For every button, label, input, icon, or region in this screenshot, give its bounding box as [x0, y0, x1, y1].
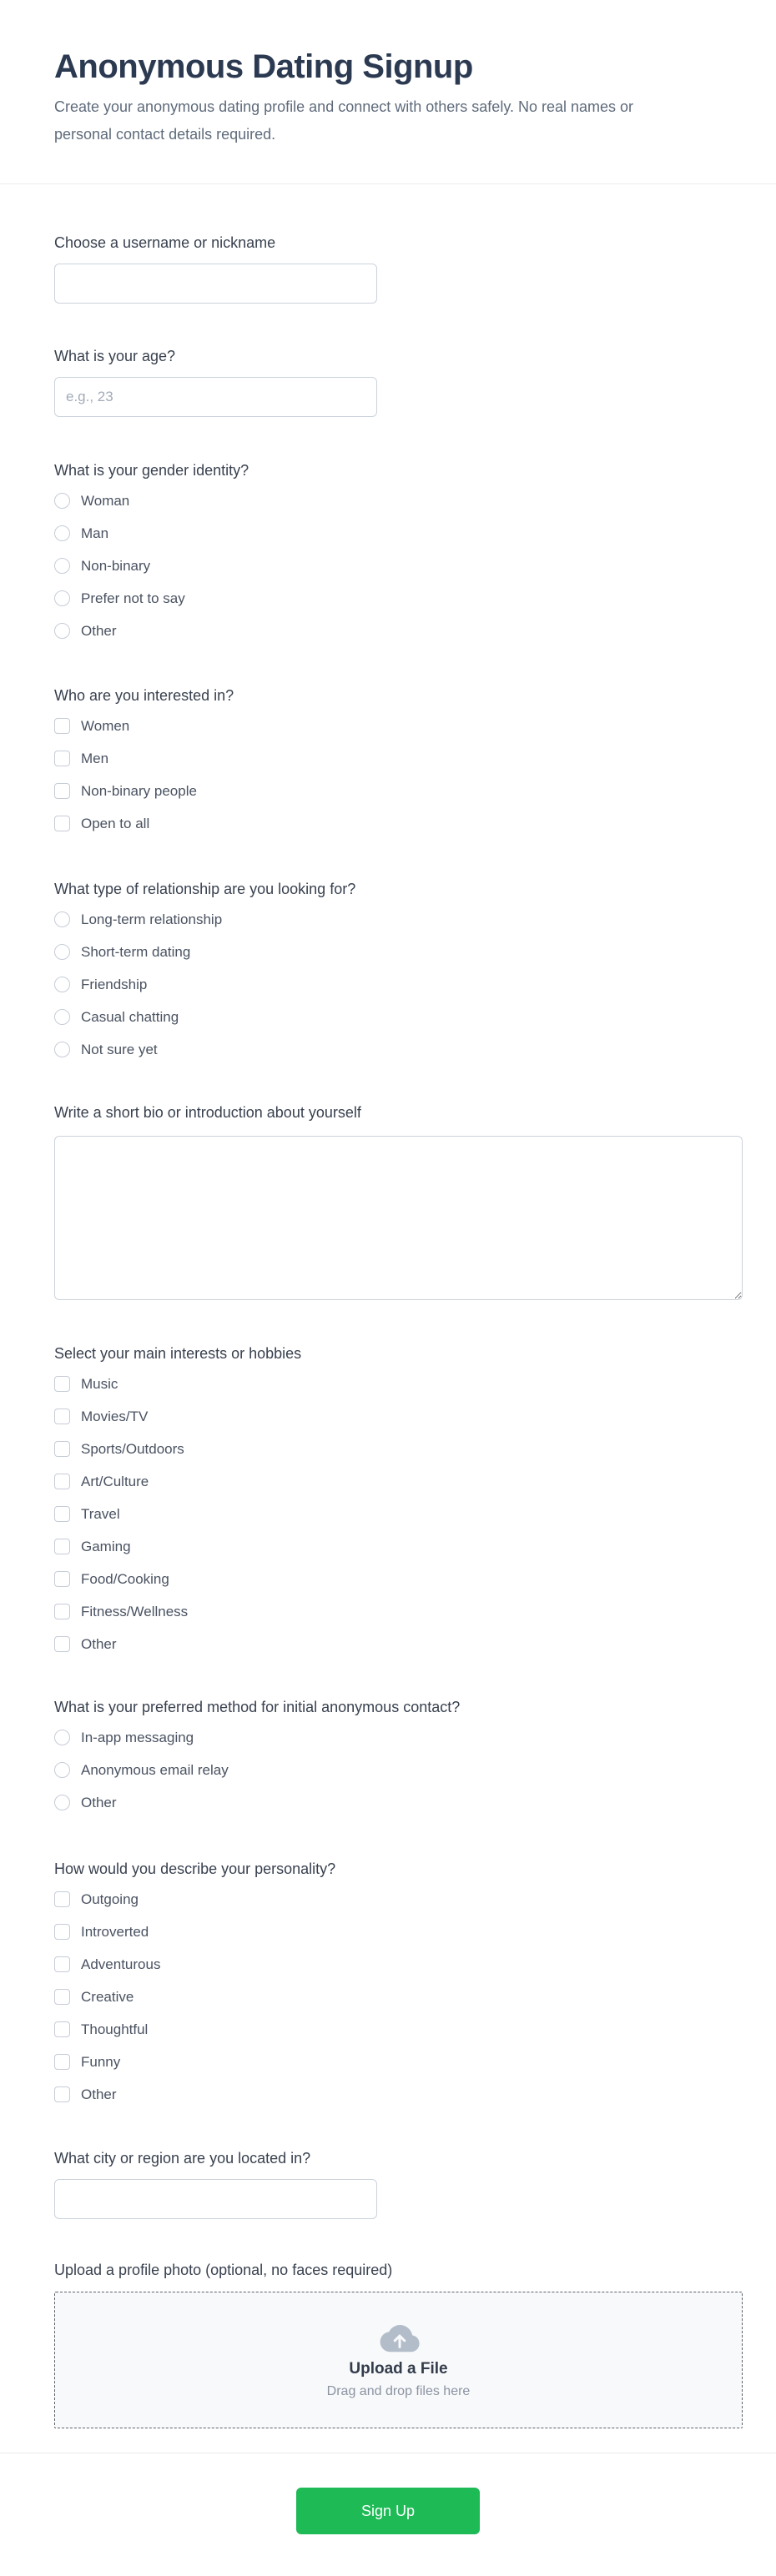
radio-button[interactable]	[54, 590, 70, 606]
checkbox[interactable]	[54, 1441, 70, 1457]
option-row	[54, 590, 743, 606]
option-label[interactable]: Women	[81, 718, 130, 734]
option-row	[54, 1409, 743, 1424]
checkbox[interactable]	[54, 2086, 70, 2102]
radio-button[interactable]	[54, 493, 70, 509]
option-row	[54, 493, 743, 509]
question-label: What city or region are you located in?	[54, 2150, 311, 2167]
option-label[interactable]: Travel	[81, 1506, 120, 1522]
option-label[interactable]: Sports/Outdoors	[81, 1441, 184, 1457]
question-interests	[54, 1343, 743, 1652]
option-row	[54, 1730, 743, 1745]
option-label[interactable]: Men	[81, 751, 109, 766]
form-body	[0, 233, 776, 2428]
question-label: How would you describe your personality?	[54, 1860, 336, 1877]
option-label[interactable]: Funny	[81, 2054, 121, 2070]
option-label[interactable]: Fitness/Wellness	[81, 1604, 189, 1619]
checkbox[interactable]	[54, 816, 70, 831]
question-contact-method	[54, 1697, 743, 1810]
option-row	[54, 2021, 743, 2037]
question-label: Select your main interests or hobbies	[54, 1345, 302, 1362]
option-label[interactable]: Thoughtful	[81, 2021, 149, 2037]
interested-in-options	[54, 718, 743, 831]
radio-button[interactable]	[54, 1762, 70, 1778]
checkbox[interactable]	[54, 1636, 70, 1652]
checkbox[interactable]	[54, 783, 70, 799]
option-label[interactable]: Other	[81, 623, 117, 639]
option-label[interactable]: Outgoing	[81, 1891, 139, 1907]
option-label[interactable]: Not sure yet	[81, 1042, 158, 1057]
option-label[interactable]: Music	[81, 1376, 118, 1392]
checkbox[interactable]	[54, 718, 70, 734]
form-header	[0, 0, 776, 148]
option-label[interactable]: Food/Cooking	[81, 1571, 169, 1587]
option-row	[54, 1571, 743, 1587]
option-row	[54, 944, 743, 960]
radio-button[interactable]	[54, 1795, 70, 1810]
option-label[interactable]: Other	[81, 1636, 117, 1652]
option-label[interactable]: Introverted	[81, 1924, 149, 1940]
checkbox[interactable]	[54, 1989, 70, 2005]
question-bio	[54, 1102, 743, 1300]
radio-button[interactable]	[54, 525, 70, 541]
option-label[interactable]: Friendship	[81, 977, 148, 992]
option-row	[54, 1539, 743, 1554]
question-label: Write a short bio or introduction about yourself	[54, 1104, 361, 1121]
question-label: Who are you interested in?	[54, 687, 234, 704]
radio-button[interactable]	[54, 623, 70, 639]
option-row	[54, 525, 743, 541]
option-row	[54, 1042, 743, 1057]
option-row	[54, 977, 743, 992]
question-personality	[54, 1859, 743, 2102]
option-row	[54, 1474, 743, 1489]
interests-options	[54, 1376, 743, 1652]
bio-textarea[interactable]	[54, 1136, 743, 1300]
page-title: Anonymous Dating Signup	[54, 48, 473, 85]
checkbox[interactable]	[54, 1924, 70, 1940]
option-row	[54, 1989, 743, 2005]
radio-button[interactable]	[54, 911, 70, 927]
option-label[interactable]: Non-binary	[81, 558, 151, 574]
age-input[interactable]	[54, 377, 377, 417]
option-row	[54, 1956, 743, 1972]
question-username	[54, 233, 743, 304]
option-row	[54, 1009, 743, 1025]
upload-cloud-icon	[377, 2322, 421, 2355]
option-label[interactable]: Adventurous	[81, 1956, 161, 1972]
option-row	[54, 623, 743, 639]
option-row	[54, 718, 743, 734]
personality-options	[54, 1891, 743, 2102]
upload-hint: Drag and drop files here	[326, 2383, 471, 2398]
checkbox[interactable]	[54, 1376, 70, 1392]
contact-method-options	[54, 1730, 743, 1810]
option-label[interactable]: Non-binary people	[81, 783, 197, 799]
option-label[interactable]: Open to all	[81, 816, 150, 831]
question-label: Choose a username or nickname	[54, 234, 276, 251]
option-row	[54, 1762, 743, 1778]
option-row	[54, 911, 743, 927]
question-gender-identity	[54, 460, 743, 639]
radio-button[interactable]	[54, 1730, 70, 1745]
option-label[interactable]: Casual chatting	[81, 1009, 179, 1025]
username-input[interactable]	[54, 264, 377, 304]
question-relationship-type	[54, 879, 743, 1057]
option-label[interactable]: Movies/TV	[81, 1409, 149, 1424]
option-row	[54, 1636, 743, 1652]
option-row	[54, 783, 743, 799]
radio-button[interactable]	[54, 1009, 70, 1025]
option-row	[54, 751, 743, 766]
checkbox[interactable]	[54, 1604, 70, 1619]
option-label[interactable]: Gaming	[81, 1539, 131, 1554]
option-row	[54, 1604, 743, 1619]
option-row	[54, 1376, 743, 1392]
option-row	[54, 1795, 743, 1810]
option-row	[54, 1506, 743, 1522]
checkbox[interactable]	[54, 1409, 70, 1424]
checkbox[interactable]	[54, 1474, 70, 1489]
checkbox[interactable]	[54, 1506, 70, 1522]
question-label: Upload a profile photo (optional, no faces required)	[54, 2262, 393, 2278]
radio-button[interactable]	[54, 977, 70, 992]
radio-button[interactable]	[54, 558, 70, 574]
question-label: What is your preferred method for initial anonymous contact?	[54, 1699, 461, 1715]
option-label[interactable]: Prefer not to say	[81, 590, 185, 606]
option-label[interactable]: In-app messaging	[81, 1730, 194, 1745]
checkbox[interactable]	[54, 2054, 70, 2070]
question-label: What type of relationship are you looking for?	[54, 881, 356, 897]
question-label: What is your gender identity?	[54, 462, 249, 479]
sign-up-button[interactable]: Sign Up	[296, 2488, 480, 2534]
option-label[interactable]: Long-term relationship	[81, 911, 223, 927]
header-divider	[0, 183, 776, 184]
checkbox[interactable]	[54, 1956, 70, 1972]
option-label[interactable]: Anonymous email relay	[81, 1762, 229, 1778]
question-interested-in	[54, 685, 743, 831]
question-city	[54, 2148, 743, 2219]
checkbox[interactable]	[54, 751, 70, 766]
gender-options	[54, 493, 743, 639]
checkbox[interactable]	[54, 1891, 70, 1907]
option-label[interactable]: Other	[81, 2086, 117, 2102]
form-footer	[0, 2453, 776, 2576]
option-label[interactable]: Man	[81, 525, 109, 541]
option-row	[54, 1891, 743, 1907]
question-label: What is your age?	[54, 348, 176, 364]
checkbox[interactable]	[54, 2021, 70, 2037]
option-label[interactable]: Creative	[81, 1989, 134, 2005]
city-input[interactable]	[54, 2179, 377, 2219]
option-label[interactable]: Art/Culture	[81, 1474, 149, 1489]
checkbox[interactable]	[54, 1571, 70, 1587]
page-subtitle: Create your anonymous dating profile and connect with others safely. No real names or personal contact details required.	[54, 98, 634, 143]
option-row	[54, 1924, 743, 1940]
option-label[interactable]: Other	[81, 1795, 117, 1810]
option-row	[54, 2054, 743, 2070]
upload-title: Upload a File	[349, 2359, 448, 2378]
option-row	[54, 2086, 743, 2102]
option-row	[54, 558, 743, 574]
checkbox[interactable]	[54, 1539, 70, 1554]
radio-button[interactable]	[54, 944, 70, 960]
option-row	[54, 1441, 743, 1457]
relationship-type-options	[54, 911, 743, 1057]
option-label[interactable]: Woman	[81, 493, 130, 509]
file-upload-dropzone[interactable]	[54, 2292, 743, 2428]
option-label[interactable]: Short-term dating	[81, 944, 191, 960]
question-profile-photo	[54, 2260, 743, 2428]
option-row	[54, 816, 743, 831]
question-age	[54, 346, 743, 417]
radio-button[interactable]	[54, 1042, 70, 1057]
